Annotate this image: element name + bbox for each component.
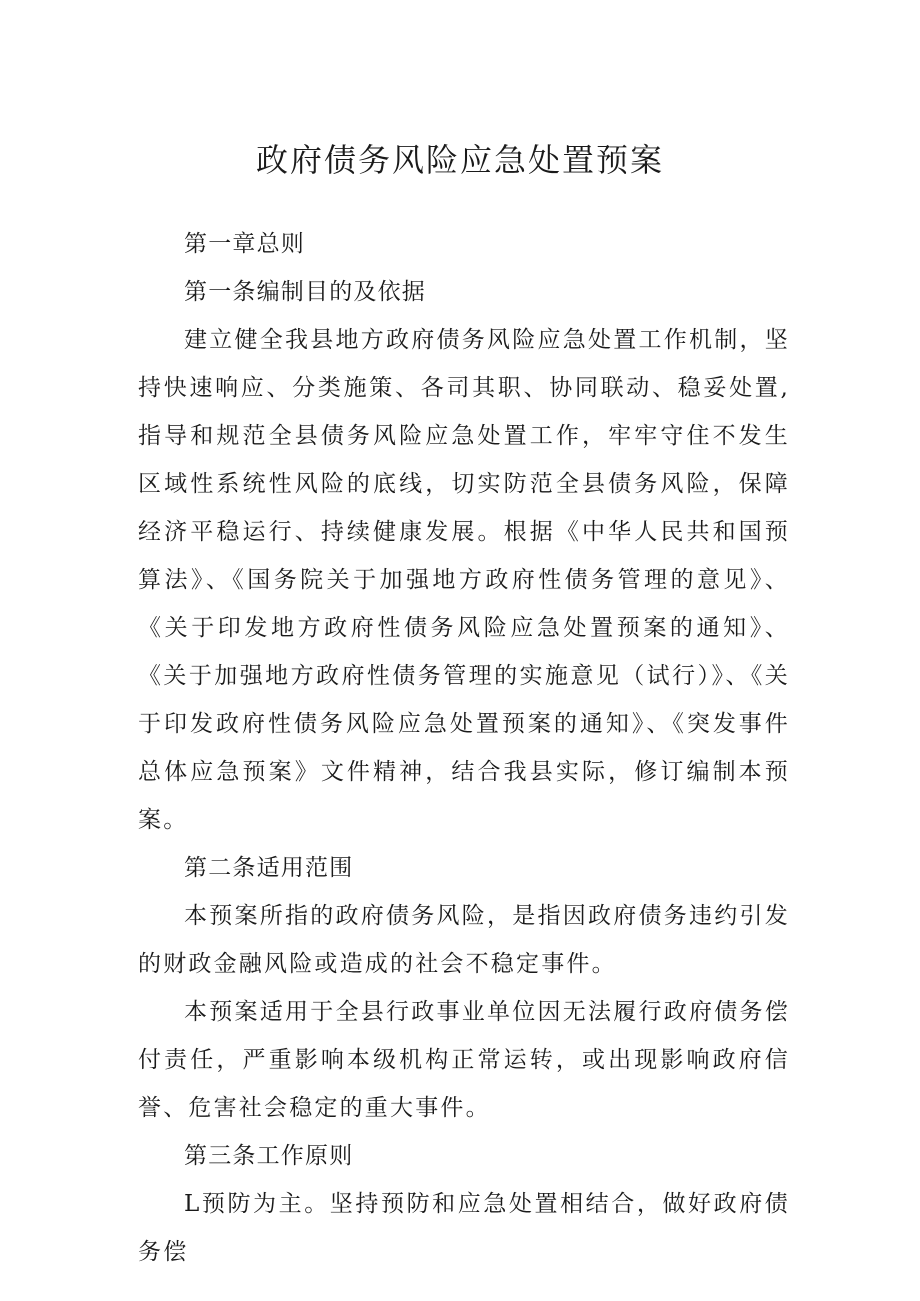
chapter-heading: 第一章总则: [184, 231, 305, 257]
body-paragraph: 本预案所指的政府债务风险，是指因政府债务违约引发的财政金融风险或造成的社会不稳定事件。: [138, 903, 790, 977]
body-paragraph: L预防为主。坚持预防和应急处置相结合，做好政府债务偿: [138, 1191, 790, 1265]
body-paragraph: 本预案适用于全县行政事业单位因无法履行政府债务偿付责任，严重影响本级机构正常运转，或出现影响政府信誉、危害社会稳定的重大事件。: [138, 999, 790, 1121]
article-heading: 第二条适用范围: [184, 855, 354, 881]
article-heading: 第三条工作原则: [184, 1143, 354, 1169]
document-body: [138, 220, 790, 1276]
article-heading: 第一条编制目的及依据: [184, 279, 426, 305]
body-paragraph: 建立健全我县地方政府债务风险应急处置工作机制，坚持快速响应、分类施策、各司其职、协同联动、稳妥处置,指导和规范全县债务风险应急处置工作，牢牢守住不发生区域性系统性风险的底线，切实防范全县债务风险，保障经济平稳运行、持续健康发展。根据《中华人民共和国预算法》、《国务院关于加强地方政府性债务管理的意见》、《关于印发地方政府性债务风险应急处置预案的通知》、《关于加强地方政府性债务管理的实施意见（试行）》、《关于印发政府性债务风险应急处置预案的通知》、《突发事件总体应急预案》文件精神，结合我县实际，修订编制本预案。: [138, 327, 790, 833]
document-title: 政府债务风险应急处置预案: [255, 141, 664, 179]
